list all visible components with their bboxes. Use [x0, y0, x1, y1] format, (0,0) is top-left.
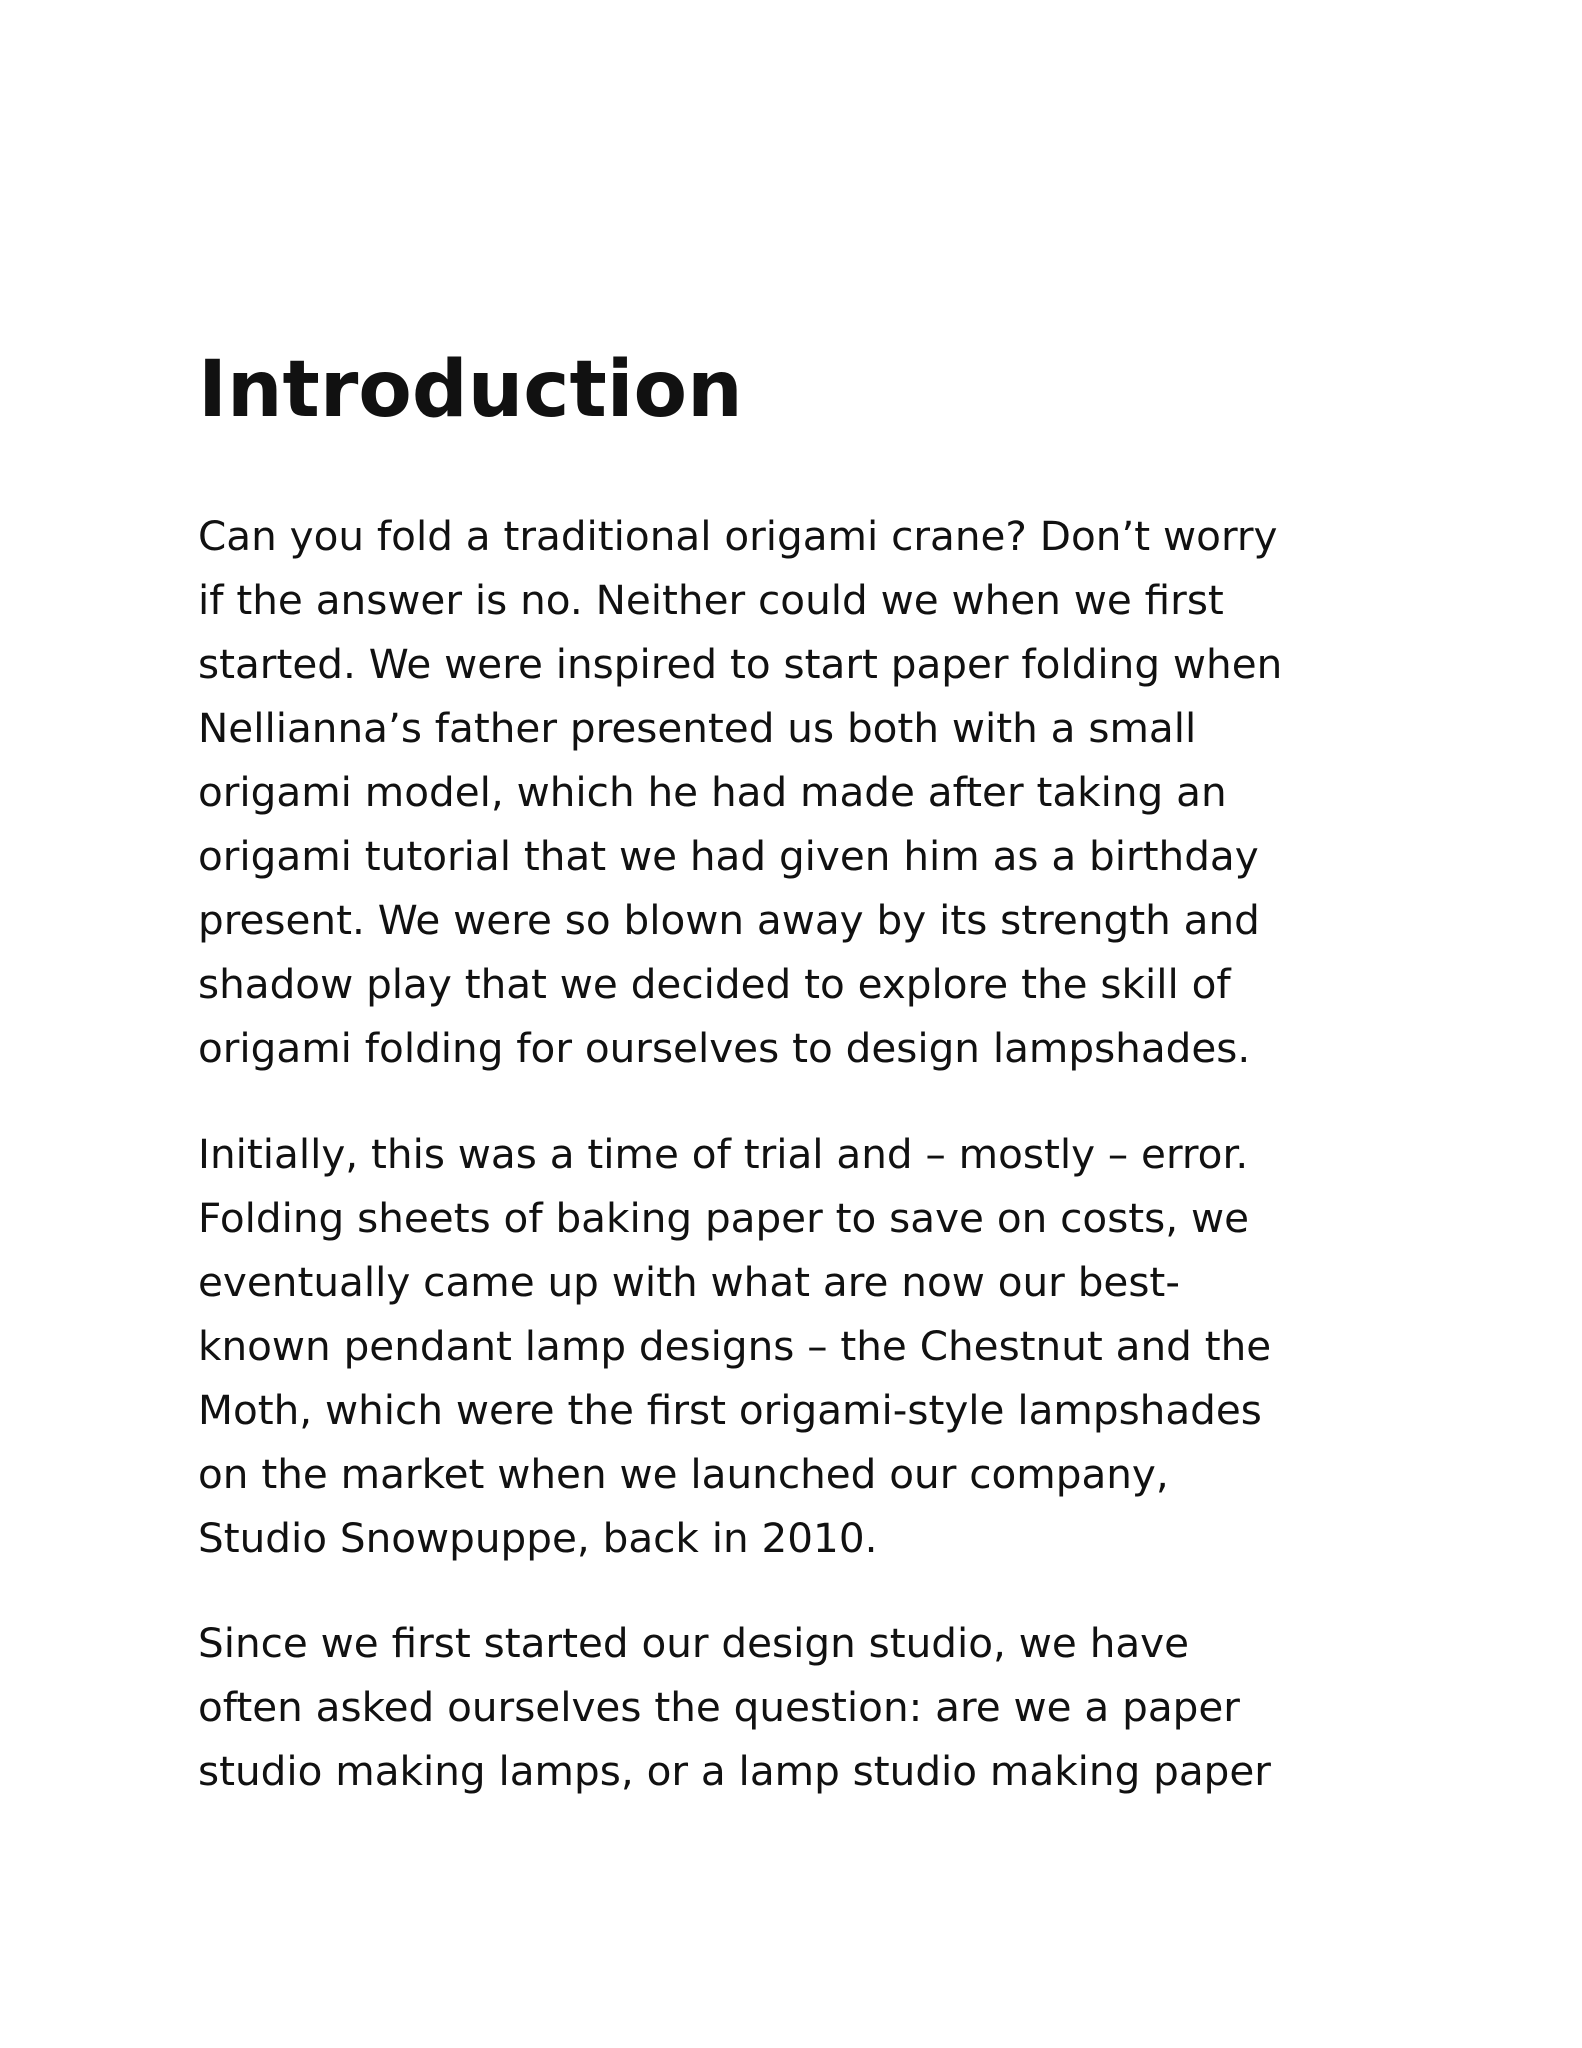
paragraph-line: Studio Snowpuppe, back in 2010. — [198, 1514, 878, 1562]
paragraph-line: Folding sheets of baking paper to save on costs, we — [198, 1194, 1250, 1242]
paragraph-line: Can you fold a traditional origami crane? Don’t worry — [198, 512, 1278, 560]
paragraph-line: started. We were inspired to start paper folding when — [198, 640, 1283, 688]
document-body — [198, 345, 1408, 1803]
paragraph-line: origami tutorial that we had given him as a birthday — [198, 832, 1259, 880]
paragraph-line: origami model, which he had made after taking an — [198, 768, 1227, 816]
paragraph-line: often asked ourselves the question: are we a paper — [198, 1683, 1240, 1731]
paragraph-line: Initially, this was a time of trial and – mostly – error. — [198, 1130, 1249, 1178]
page-title: Introduction — [198, 345, 743, 435]
paragraph-line: eventually came up with what are now our best- — [198, 1258, 1180, 1306]
paragraph-line: on the market when we launched our company, — [198, 1450, 1169, 1498]
paragraph-line: Moth, which were the first origami-style lampshades — [198, 1386, 1262, 1434]
paragraph-1 — [198, 504, 1408, 1080]
paragraph-line: if the answer is no. Neither could we when we first — [198, 576, 1224, 624]
paragraph-line: shadow play that we decided to explore the skill of — [198, 960, 1231, 1008]
paragraph-2 — [198, 1122, 1408, 1570]
paragraph-line: studio making lamps, or a lamp studio making paper — [198, 1747, 1271, 1795]
paragraph-line: known pendant lamp designs – the Chestnut and the — [198, 1322, 1272, 1370]
paragraph-line: origami folding for ourselves to design lampshades. — [198, 1024, 1251, 1072]
paragraph-line: Nellianna’s father presented us both with a small — [198, 704, 1197, 752]
paragraph-3 — [198, 1611, 1408, 1803]
paragraph-line: Since we first started our design studio, we have — [198, 1619, 1190, 1667]
paragraph-line: present. We were so blown away by its strength and — [198, 896, 1260, 944]
